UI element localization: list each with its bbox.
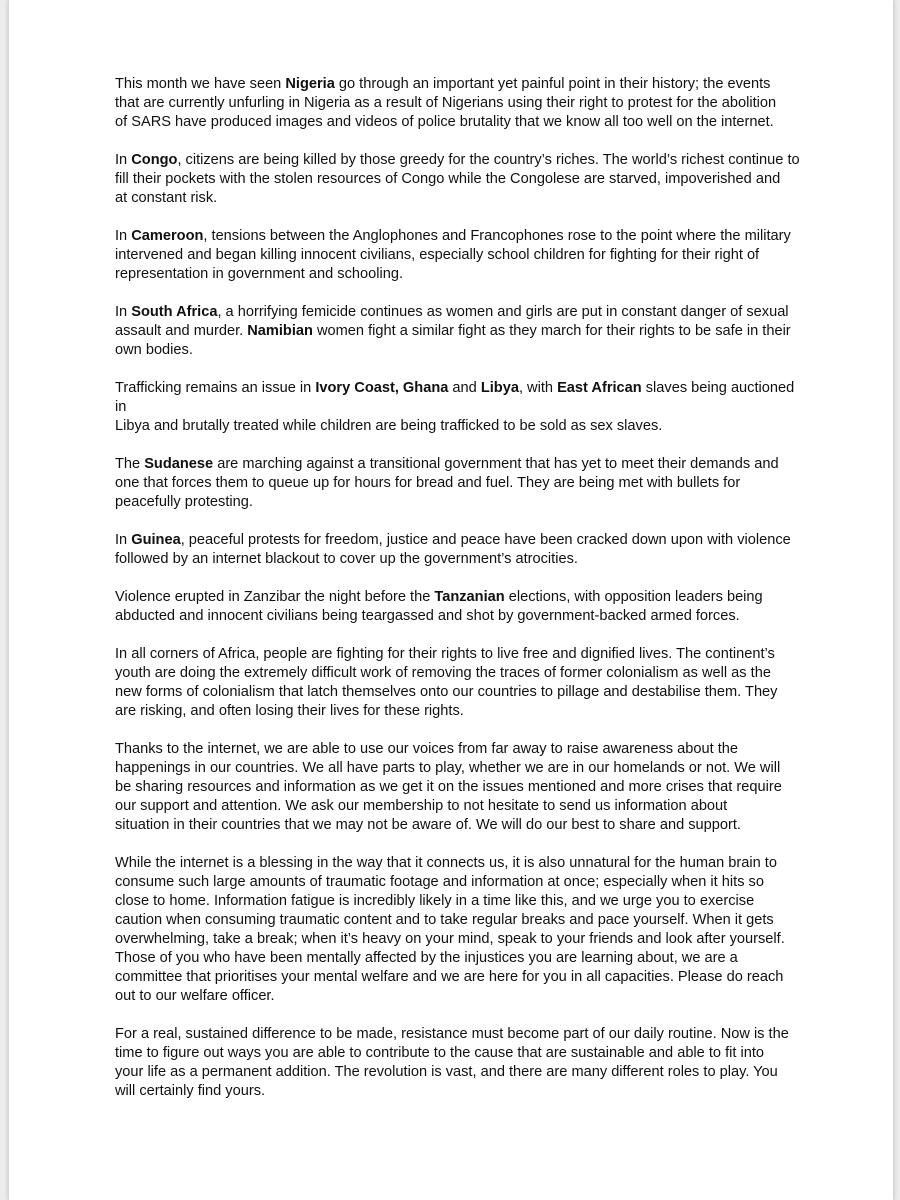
text-run: elections, with opposition leaders being abducted and innocent civilians being teargassed and shot by government-backed armed forces.: [115, 589, 763, 624]
text-run: are marching against a transitional government that has yet to meet their demands and one that forces them to queue up for hours for bread and fuel. They are being met with bullets for peacefully protesting.: [115, 456, 779, 510]
bold-term: Nigeria: [285, 76, 335, 92]
text-run: and: [448, 380, 481, 396]
bold-term: Congo: [131, 152, 178, 168]
paragraph: [115, 740, 805, 835]
paragraph: [115, 75, 805, 132]
text-run: In: [115, 532, 132, 548]
bold-term: Tanzanian: [434, 589, 505, 605]
paragraph: [115, 1025, 805, 1101]
paragraph: [115, 854, 805, 1006]
text-run: This month we have seen: [115, 76, 286, 92]
paragraph: [115, 151, 805, 208]
text-run: In: [115, 152, 132, 168]
text-run: , with: [518, 380, 558, 396]
text-run: , tensions between the Anglophones and Francophones rose to the point where the military intervened and began killing innocent civilians, especially school children for fighting for their right of representation in government and schooling.: [115, 228, 791, 282]
paragraph: [115, 303, 805, 360]
bold-term: Libya: [480, 380, 519, 396]
paragraph: [115, 455, 805, 512]
bold-term: Ivory Coast, Ghana: [315, 380, 449, 396]
paragraph: [115, 588, 805, 626]
text-run: Trafficking remains an issue in: [115, 380, 316, 396]
text-run: For a real, sustained difference to be made, resistance must become part of our daily routine. Now is the time to figure out ways you are able to contribute to the cause that are sustainable and able to fit into your life as a permanent addition. The revolution is vast, and there are many different roles to play. You will certainly find yours.: [115, 1026, 789, 1099]
text-run: , citizens are being killed by those greedy for the country’s riches. The world’s richest continue to fill their pockets with the stolen resources of Congo while the Congolese are starved, impoverished and at constant risk.: [115, 152, 800, 206]
paragraph: [115, 531, 805, 569]
text-run: The: [115, 456, 145, 472]
paragraph: [115, 645, 805, 721]
text-run: Thanks to the internet, we are able to use our voices from far away to raise awareness about the happenings in our countries. We all have parts to play, whether we are in our homelands or not. We will be sharing resources and information as we get it on the issues mentioned and more crises that require our support and attention. We ask our membership to not hesitate to send us information about situation in their countries that we may not be aware of. We will do our best to share and support.: [115, 741, 782, 833]
bold-term: Sudanese: [144, 456, 214, 472]
bold-term: South Africa: [131, 304, 218, 320]
text-run: , a horrifying femicide continues as women and girls are put in constant danger of sexual assault and murder.: [115, 304, 789, 339]
text-run: In: [115, 228, 132, 244]
paragraph: [115, 379, 805, 436]
text-run: slaves being auctioned in Libya and brutally treated while children are being trafficked to be sold as sex slaves.: [115, 380, 795, 434]
text-run: In all corners of Africa, people are fighting for their rights to live free and dignified lives. The continent’s youth are doing the extremely difficult work of removing the traces of former colonialism as well as the new forms of colonialism that latch themselves onto our countries to pillage and destabilise them. They are risking, and often losing their lives for these rights.: [115, 646, 778, 719]
text-run: , peaceful protests for freedom, justice and peace have been cracked down upon with violence followed by an internet blackout to cover up the government’s atrocities.: [115, 532, 791, 567]
bold-term: Guinea: [131, 532, 181, 548]
bold-term: Cameroon: [131, 228, 204, 244]
text-run: While the internet is a blessing in the way that it connects us, it is also unnatural for the human brain to consume such large amounts of traumatic footage and information at once; especially when it hits so close to home. Information fatigue is incredibly likely in a time like this, and we urge you to exercise caution when consuming traumatic content and to take regular breaks and pace yourself. When it gets overwhelming, take a break; when it’s heavy on your mind, speak to your friends and look after yourself. Those of you who have been mentally affected by the injustices you are learning about, we are a committee that prioritises your mental welfare and we are here for you in all capacities. Please do reach out to our welfare officer.: [115, 855, 785, 1004]
text-run: go through an important yet painful point in their history; the events that are currently unfurling in Nigeria as a result of Nigerians using their right to protest for the abolition of SARS have produced images and videos of police brutality that we know all too well on the internet.: [115, 76, 777, 130]
text-run: women fight a similar fight as they march for their rights to be safe in their own bodies.: [115, 323, 791, 358]
bold-term: East African: [557, 380, 642, 396]
text-run: Violence erupted in Zanzibar the night before the: [115, 589, 435, 605]
document-body: [115, 75, 805, 1120]
document-page: [8, 0, 894, 1200]
text-run: In: [115, 304, 132, 320]
bold-term: Namibian: [247, 323, 313, 339]
paragraph: [115, 227, 805, 284]
